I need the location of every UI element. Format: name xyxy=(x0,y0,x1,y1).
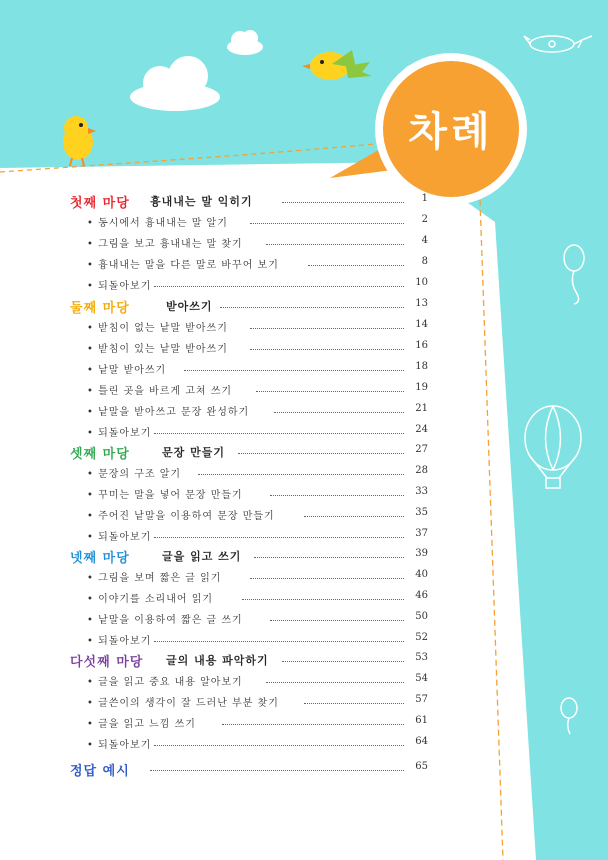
item-title: • 되돌아보기 xyxy=(87,532,152,543)
toc-item[interactable] xyxy=(0,255,608,275)
section-title: 글의 내용 파악하기 xyxy=(166,654,269,667)
page-number: 1 xyxy=(421,193,428,204)
section-title: 글을 읽고 쓰기 xyxy=(162,550,242,563)
item-title: • 낱말을 받아쓰고 문장 완성하기 xyxy=(87,407,250,418)
page-number: 52 xyxy=(415,632,428,643)
page-number: 33 xyxy=(415,486,428,497)
section-row-4[interactable] xyxy=(0,547,608,567)
item-title: • 글을 읽고 느낌 쓰기 xyxy=(87,719,196,730)
leader-dots xyxy=(250,349,404,350)
toc-item[interactable] xyxy=(0,485,608,505)
toc-item[interactable] xyxy=(0,506,608,526)
item-title: • 낱말을 이용하여 짧은 글 쓰기 xyxy=(87,615,243,626)
page-number: 57 xyxy=(415,694,428,705)
page-number: 2 xyxy=(421,214,428,225)
leader-dots xyxy=(150,770,404,771)
leader-dots xyxy=(154,433,404,434)
leader-dots xyxy=(270,495,404,496)
item-title: • 그림을 보며 짧은 글 읽기 xyxy=(87,573,222,584)
item-title: • 되돌아보기 xyxy=(87,281,152,292)
toc-item[interactable] xyxy=(0,672,608,692)
section-label: 둘째 마당 xyxy=(70,301,130,316)
item-title: • 글을 읽고 중요 내용 알아보기 xyxy=(87,677,243,688)
leader-dots xyxy=(266,244,404,245)
toc-item[interactable] xyxy=(0,402,608,422)
section-row-5[interactable] xyxy=(0,651,608,671)
section-title: 받아쓰기 xyxy=(166,300,213,313)
item-title: • 이야기를 소리내어 읽기 xyxy=(87,594,214,605)
toc-item[interactable] xyxy=(0,527,608,547)
section-row-3[interactable] xyxy=(0,443,608,463)
page-number: 54 xyxy=(415,673,428,684)
item-title: • 되돌아보기 xyxy=(87,740,152,751)
page-number: 53 xyxy=(415,652,428,663)
leader-dots xyxy=(222,724,404,725)
leader-dots xyxy=(184,370,404,371)
item-title: • 문장의 구조 알기 xyxy=(87,469,182,480)
leader-dots xyxy=(266,682,404,683)
leader-dots xyxy=(154,745,404,746)
leader-dots xyxy=(256,391,404,392)
toc-item[interactable] xyxy=(0,589,608,609)
leader-dots xyxy=(304,516,404,517)
page-number: 64 xyxy=(415,736,428,747)
leader-dots xyxy=(238,453,404,454)
section-label: 넷째 마당 xyxy=(70,551,130,566)
leader-dots xyxy=(254,557,404,558)
leader-dots xyxy=(154,537,404,538)
leader-dots xyxy=(274,412,404,413)
toc-item[interactable] xyxy=(0,381,608,401)
page-number: 39 xyxy=(415,548,428,559)
toc-item[interactable] xyxy=(0,423,608,443)
item-title: • 되돌아보기 xyxy=(87,428,152,439)
item-title: • 틀린 곳을 바르게 고쳐 쓰기 xyxy=(87,386,233,397)
section-label: 첫째 마당 xyxy=(70,196,130,211)
toc-item[interactable] xyxy=(0,360,608,380)
section-label: 셋째 마당 xyxy=(70,447,130,462)
toc-item[interactable] xyxy=(0,234,608,254)
leader-dots xyxy=(270,620,404,621)
item-title: • 되돌아보기 xyxy=(87,636,152,647)
toc-item[interactable] xyxy=(0,213,608,233)
leader-dots xyxy=(308,265,404,266)
toc-item[interactable] xyxy=(0,339,608,359)
item-title: • 그림을 보고 흉내내는 말 찾기 xyxy=(87,239,243,250)
page-number: 8 xyxy=(421,256,428,267)
leader-dots xyxy=(282,202,404,203)
page-number: 18 xyxy=(415,361,428,372)
toc-item[interactable] xyxy=(0,464,608,484)
page-number: 19 xyxy=(415,382,428,393)
leader-dots xyxy=(198,474,404,475)
item-title: • 흉내내는 말을 다른 말로 바꾸어 보기 xyxy=(87,260,279,271)
page-number: 24 xyxy=(415,424,428,435)
toc-item[interactable] xyxy=(0,693,608,713)
item-title: • 받침이 있는 낱말 받아쓰기 xyxy=(87,344,228,355)
page-number: 16 xyxy=(415,340,428,351)
leader-dots xyxy=(282,661,404,662)
page-number: 46 xyxy=(415,590,428,601)
toc-item[interactable] xyxy=(0,276,608,296)
leader-dots xyxy=(250,223,404,224)
page-number: 28 xyxy=(415,465,428,476)
leader-dots xyxy=(154,286,404,287)
section-title: 문장 만들기 xyxy=(162,446,225,459)
page-number: 21 xyxy=(415,403,428,414)
page-number: 40 xyxy=(415,569,428,580)
leader-dots xyxy=(154,641,404,642)
page-number: 61 xyxy=(415,715,428,726)
leader-dots xyxy=(242,599,404,600)
page-number: 4 xyxy=(421,235,428,246)
item-title: • 주어진 낱말을 이용하여 문장 만들기 xyxy=(87,511,275,522)
item-title: • 꾸미는 말을 넣어 문장 만들기 xyxy=(87,490,243,501)
toc-item[interactable] xyxy=(0,735,608,755)
item-title: • 받침이 없는 낱말 받아쓰기 xyxy=(87,323,228,334)
answers-row[interactable] xyxy=(0,760,608,780)
page-number: 14 xyxy=(415,319,428,330)
page-number: 65 xyxy=(415,761,428,772)
page-title: 차례 xyxy=(408,109,494,155)
toc-item[interactable] xyxy=(0,610,608,630)
page-number: 13 xyxy=(415,298,428,309)
leader-dots xyxy=(250,578,404,579)
page-number: 37 xyxy=(415,528,428,539)
section-title: 흉내내는 말 익히기 xyxy=(150,195,253,208)
item-title: • 글쓴이의 생각이 잘 드러난 부분 찾기 xyxy=(87,698,279,709)
page-number: 10 xyxy=(415,277,428,288)
toc-item[interactable] xyxy=(0,714,608,734)
section-row-2[interactable] xyxy=(0,297,608,317)
leader-dots xyxy=(304,703,404,704)
toc-item[interactable] xyxy=(0,631,608,651)
section-label: 다섯째 마당 xyxy=(70,655,144,670)
item-title: • 동시에서 흉내내는 말 알기 xyxy=(87,218,228,229)
page-number: 50 xyxy=(415,611,428,622)
leader-dots xyxy=(250,328,404,329)
item-title: • 낱말 받아쓰기 xyxy=(87,365,167,376)
page-number: 27 xyxy=(415,444,428,455)
section-row-1[interactable] xyxy=(0,192,608,212)
toc-item[interactable] xyxy=(0,568,608,588)
page-number: 35 xyxy=(415,507,428,518)
leader-dots xyxy=(220,307,404,308)
answers-label: 정답 예시 xyxy=(70,764,130,779)
toc-item[interactable] xyxy=(0,318,608,338)
